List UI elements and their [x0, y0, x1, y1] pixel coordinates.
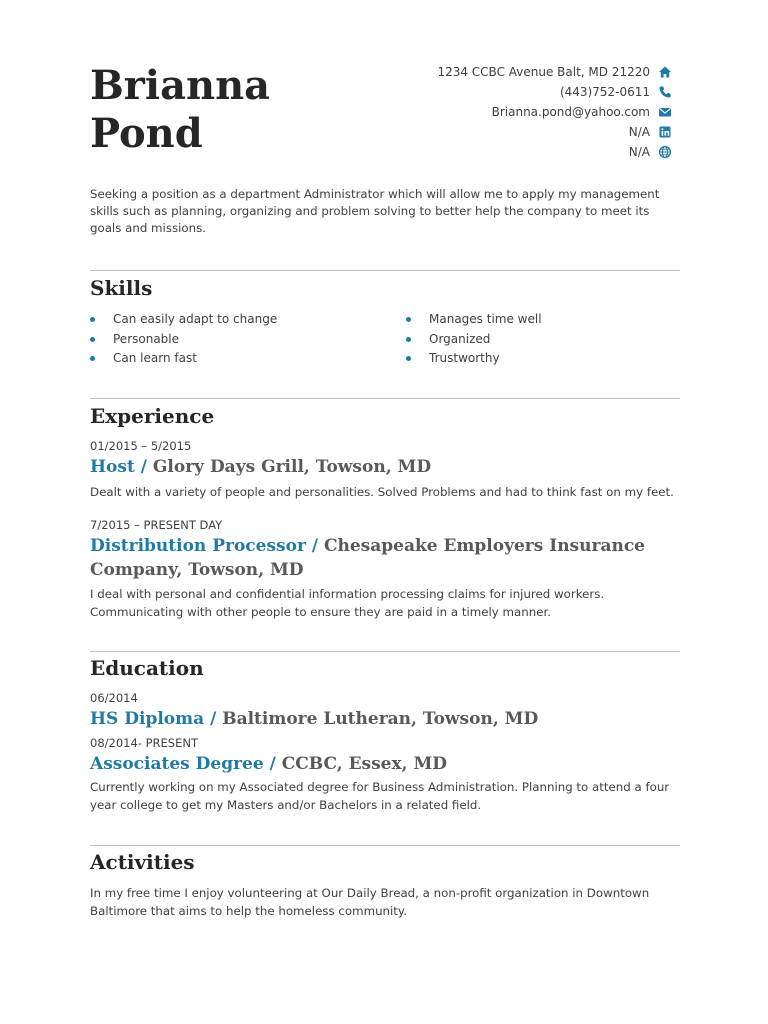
- section-divider: [90, 845, 680, 846]
- skill-text: Trustworthy: [429, 351, 500, 365]
- first-name: Brianna: [90, 62, 271, 109]
- bullet-icon: [406, 356, 411, 361]
- education-title: [90, 707, 690, 731]
- education-school: Baltimore Lutheran, Towson, MD: [222, 709, 539, 729]
- job-description: I deal with personal and confidential information processing claims for injured workers. Communicating with other people to ensure they are paid in a timely manner.: [90, 587, 605, 619]
- address-text: 1234 CCBC Avenue Balt, MD 21220: [437, 65, 650, 79]
- phone-icon: [658, 85, 672, 99]
- education-dates: 06/2014: [90, 691, 138, 705]
- education-degree: Associates Degree /: [90, 754, 276, 774]
- bullet-icon: [406, 337, 411, 342]
- skill-item: [90, 310, 370, 330]
- job-description: Dealt with a variety of people and personalities. Solved Problems and had to think fast on my feet.: [90, 485, 674, 499]
- skill-item: [406, 310, 686, 330]
- skills-list-left: [90, 310, 370, 369]
- skill-text: Manages time well: [429, 312, 542, 326]
- education-degree: HS Diploma /: [90, 709, 217, 729]
- skill-item: [406, 349, 686, 369]
- job-title: [90, 534, 690, 582]
- bullet-icon: [90, 337, 95, 342]
- globe-icon: [658, 145, 672, 159]
- job-role: Host /: [90, 457, 147, 477]
- objective-text: Seeking a position as a department Administrator which will allow me to apply my management skills such as planning, organizing and problem solving to better help the company to meet its goals and missions.: [90, 187, 660, 235]
- experience-heading: Experience: [90, 404, 215, 428]
- education-title: [90, 752, 690, 776]
- skill-text: Personable: [113, 331, 180, 346]
- email-icon: [658, 105, 672, 119]
- skills-heading: Skills: [90, 276, 153, 300]
- education-description: Currently working on my Associated degree for Business Administration. Planning to attend a four year college to get my Masters and/or Bachelors in a related field.: [90, 780, 670, 812]
- bullet-icon: [406, 317, 411, 322]
- education-dates: 08/2014- PRESENT: [90, 736, 198, 750]
- job-company: Glory Days Grill, Towson, MD: [152, 457, 432, 477]
- skill-item: [406, 330, 686, 350]
- skills-list-right: [406, 310, 686, 369]
- skill-text: Can learn fast: [113, 351, 197, 365]
- contact-linkedin: [342, 122, 672, 142]
- linkedin-text: N/A: [628, 125, 650, 139]
- job-dates: 7/2015 – PRESENT DAY: [90, 518, 223, 532]
- activities-description: In my free time I enjoy volunteering at Our Daily Bread, a non-profit organization in Downtown Baltimore that aims to help the homeless community.: [90, 886, 650, 918]
- contact-phone: [342, 82, 672, 102]
- education-school: CCBC, Essex, MD: [281, 754, 448, 774]
- contact-info: [342, 62, 672, 162]
- skill-text: Can easily adapt to change: [113, 312, 278, 326]
- job-company: Chesapeake Employers Insurance Company, Towson, MD: [90, 536, 645, 580]
- bullet-icon: [90, 356, 95, 361]
- job-title: [90, 455, 690, 479]
- linkedin-icon: [658, 125, 672, 139]
- job-role: Distribution Processor /: [90, 536, 319, 556]
- skill-item: [90, 349, 370, 369]
- contact-email: [342, 102, 672, 122]
- bullet-icon: [90, 317, 95, 322]
- home-icon: [658, 65, 672, 79]
- section-divider: [90, 398, 680, 399]
- website-text: N/A: [628, 145, 650, 159]
- last-name: Pond: [90, 110, 203, 157]
- contact-website: [342, 142, 672, 162]
- email-text[interactable]: Brianna.pond@yahoo.com: [491, 105, 650, 119]
- activities-heading: Activities: [90, 850, 195, 874]
- education-heading: Education: [90, 656, 204, 680]
- section-divider: [90, 651, 680, 652]
- section-divider: [90, 270, 680, 271]
- job-dates: 01/2015 – 5/2015: [90, 439, 192, 453]
- contact-address: [342, 62, 672, 82]
- skill-text: Organized: [429, 331, 491, 346]
- skill-item: [90, 330, 370, 350]
- phone-text: (443)752-0611: [559, 85, 650, 99]
